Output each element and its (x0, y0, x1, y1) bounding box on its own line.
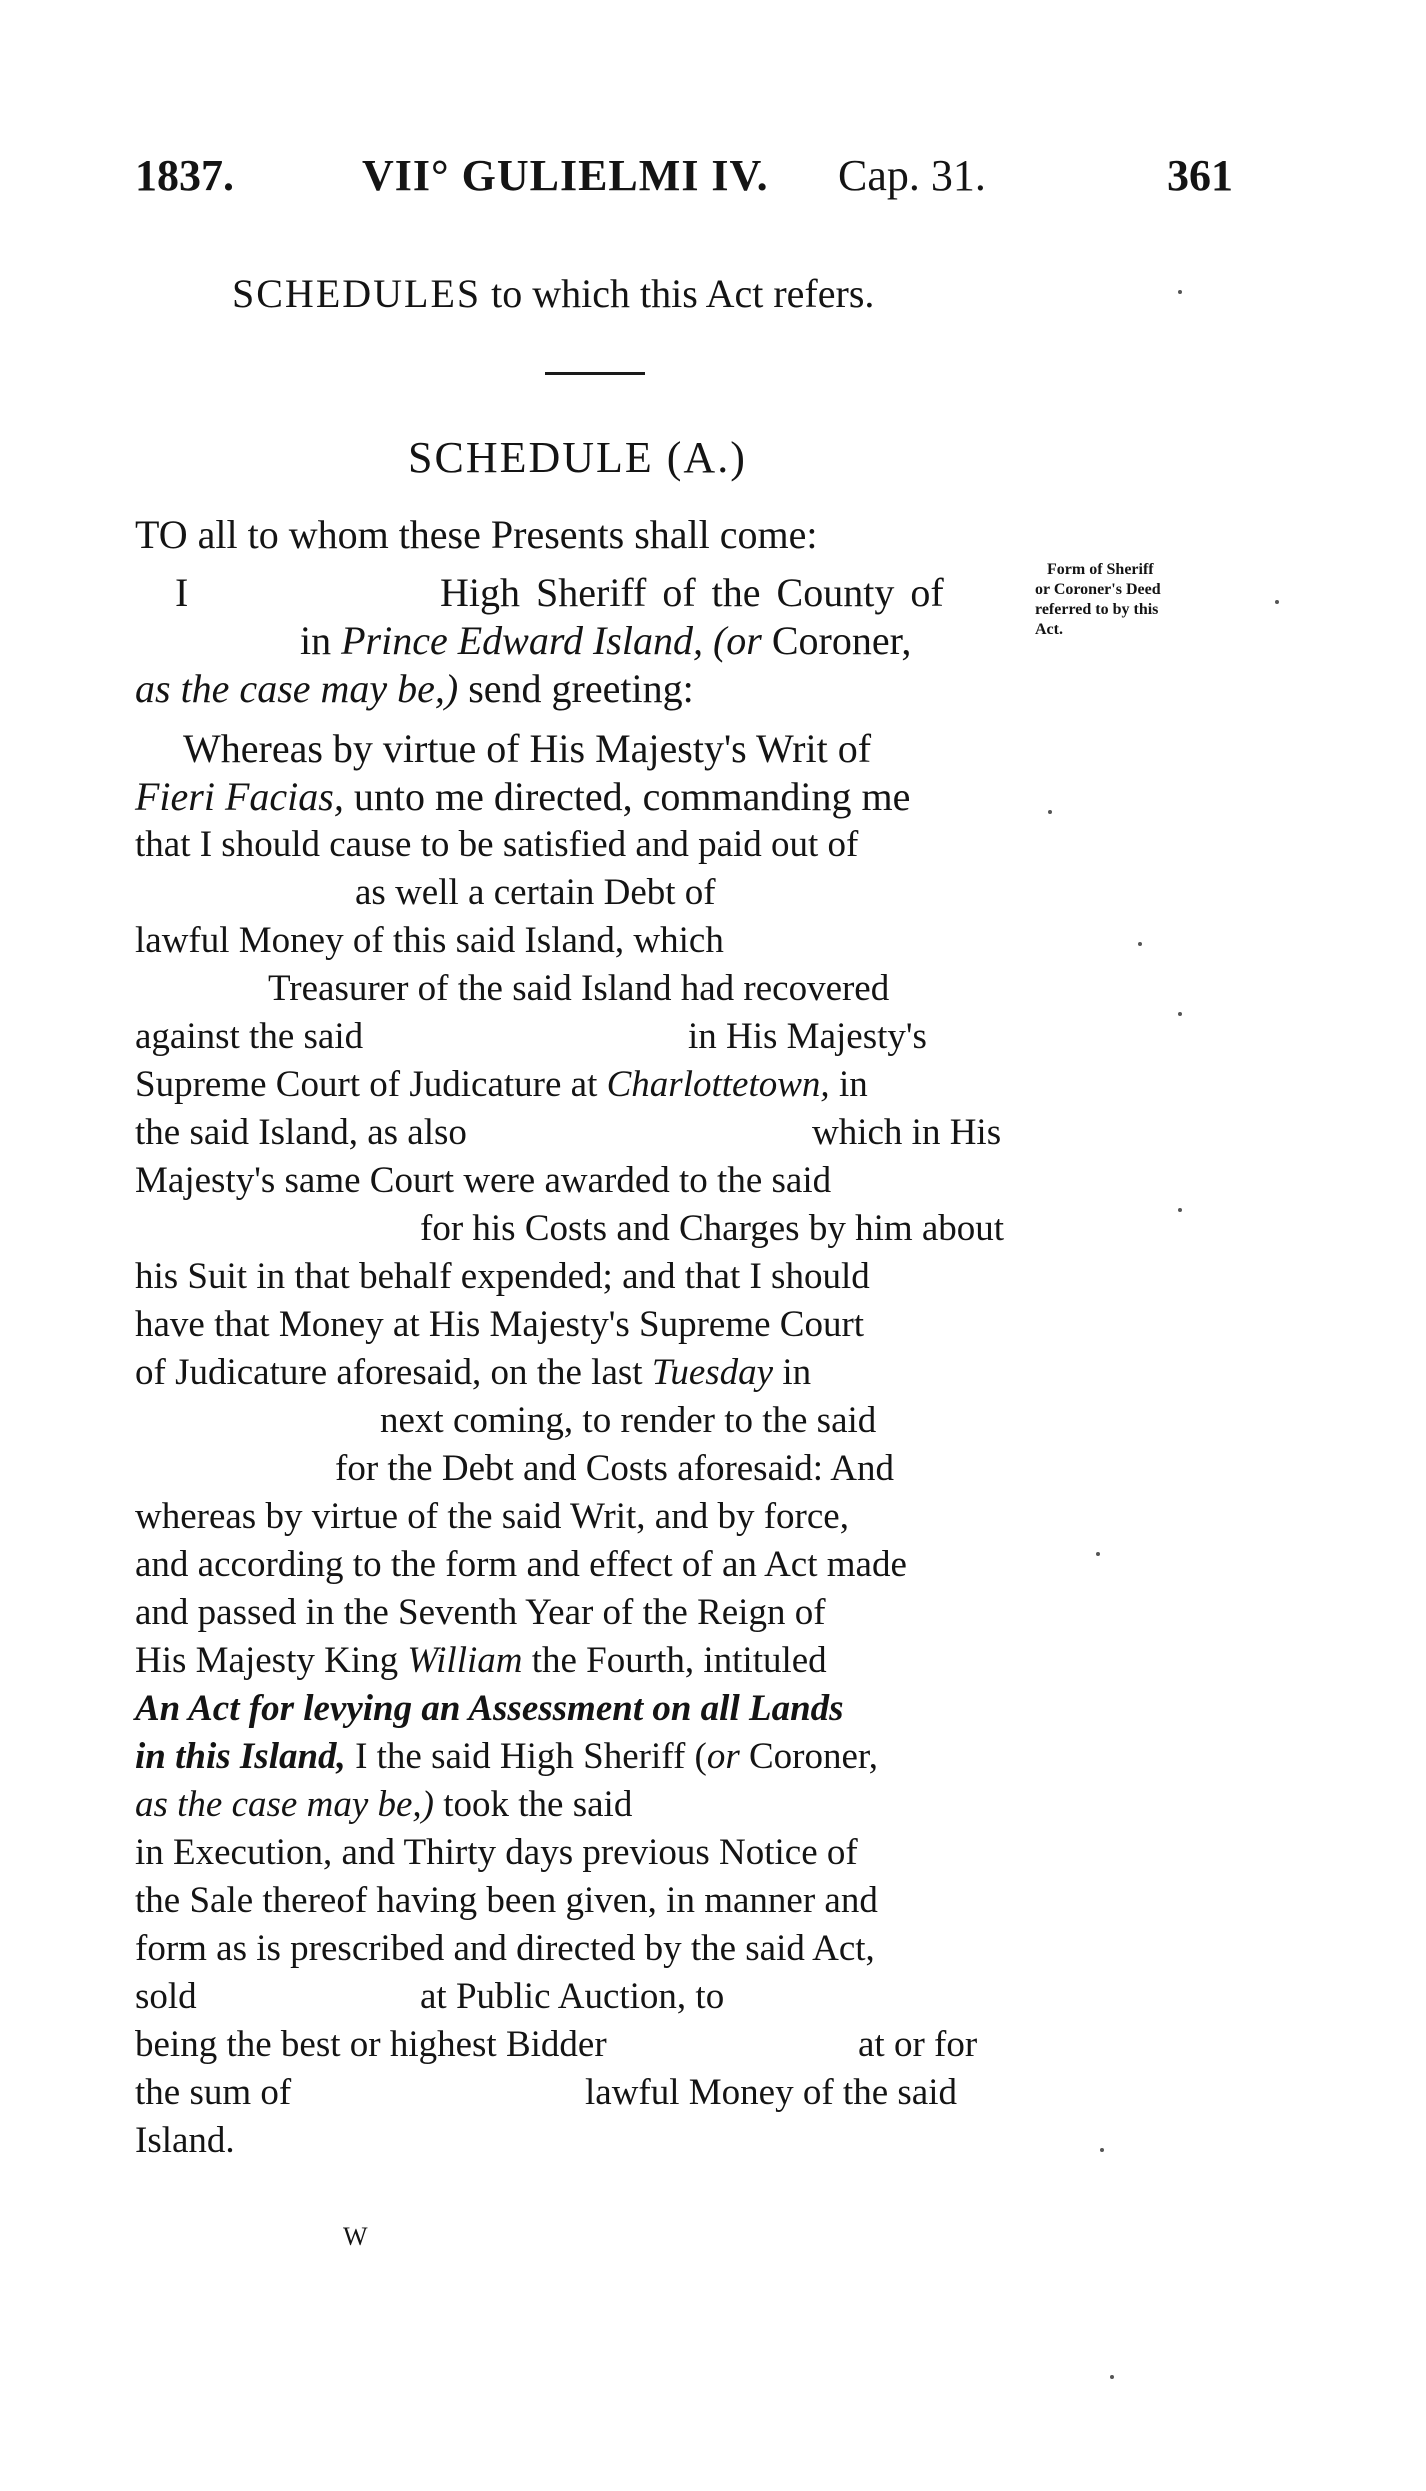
scan-speck (1096, 1552, 1100, 1556)
text-fragment: or (706, 1736, 740, 1777)
text-line: in His Majesty's (688, 1016, 927, 1057)
text-line: and according to the form and effect of an Act made (135, 1544, 907, 1585)
header-chapter: Cap. 31. (838, 151, 986, 200)
text-fragment: send greeting: (468, 666, 694, 711)
signature-mark: W (343, 2222, 368, 2251)
schedules-heading-rest: to which this Act refers. (491, 271, 875, 316)
text-line: the said Island, as also (135, 1112, 467, 1153)
king-name: William (407, 1640, 523, 1681)
day-name: Tuesday (651, 1352, 774, 1393)
place-name: Prince Edward Island, (341, 618, 703, 663)
scan-speck (1048, 810, 1052, 814)
text-fragment: in (300, 618, 332, 663)
text-line: which in His (812, 1112, 1002, 1153)
text-line: lawful Money of this said Island, which (135, 920, 724, 961)
writ-name: Fieri Facias, (135, 774, 344, 819)
scan-speck (1178, 1208, 1182, 1212)
text-line (135, 1686, 844, 1732)
text-line: and passed in the Seventh Year of the Reign of (135, 1592, 826, 1633)
text-fragment: unto me directed, commanding me (353, 774, 911, 819)
page-number: 361 (1167, 151, 1233, 200)
margin-note (1035, 560, 1245, 640)
text-fragment: Supreme Court of Judicature at (135, 1064, 598, 1105)
text-line: whereas by virtue of the said Writ, and by force, (135, 1496, 849, 1537)
text-fragment: the Fourth, intituled (531, 1640, 827, 1681)
text-fragment: of Judicature aforesaid, on the last (135, 1352, 643, 1393)
text-line: his Suit in that behalf expended; and that I should (135, 1256, 870, 1297)
text-line: at or for (858, 2024, 978, 2065)
text-fragment: His Majesty King (135, 1640, 399, 1681)
text-line: TO all to whom these Presents shall come: (135, 512, 818, 557)
act-title: An Act for levying an Assessment on all Lands (135, 1688, 844, 1729)
text-line: next coming, to render to the said (380, 1400, 877, 1441)
margin-note-line: Form of Sheriff (1047, 561, 1154, 578)
text-line: have that Money at His Majesty's Supreme Court (135, 1304, 865, 1345)
section-rule (545, 372, 645, 375)
schedule-title: SCHEDULE (A.) (408, 433, 747, 482)
text-line: Treasurer of the said Island had recovered (268, 968, 890, 1009)
text-line: in Execution, and Thirty days previous Notice of (135, 1832, 858, 1873)
text-line: for the Debt and Costs aforesaid: And (335, 1448, 894, 1489)
text-line: being the best or highest Bidder (135, 2024, 607, 2065)
text-line: the sum of (135, 2072, 292, 2113)
margin-note-line: referred to by this (1035, 601, 1159, 618)
text-fragment: as the case may be,) (135, 1784, 434, 1825)
text-line (135, 666, 694, 712)
scan-speck (1178, 1012, 1182, 1016)
text-fragment: as the case may be,) (135, 666, 459, 711)
text-line: sold (135, 1976, 197, 2017)
text-fragment: in (838, 1064, 868, 1105)
scan-speck (1178, 290, 1182, 294)
text-line: Island. (135, 2120, 235, 2161)
text-fragment: I the said High Sheriff ( (355, 1736, 707, 1777)
text-line (135, 1734, 878, 1780)
text-line: the Sale thereof having been given, in manner and (135, 1880, 878, 1921)
text-line: Whereas by virtue of His Majesty's Writ of (183, 726, 872, 771)
text-fragment: (or (712, 618, 762, 663)
text-line (300, 618, 911, 664)
text-line: form as is prescribed and directed by the said Act, (135, 1928, 875, 1969)
header-reign: VII° GULIELMI IV. (362, 151, 769, 200)
scan-speck (1100, 2148, 1104, 2152)
schedules-heading-caps: SCHEDULES (232, 271, 482, 316)
text-fragment: Coroner, (749, 1736, 879, 1777)
text-line (135, 1062, 868, 1108)
scan-speck (1275, 600, 1279, 604)
text-line: that I should cause to be satisfied and paid out of (135, 824, 859, 865)
schedules-heading (232, 270, 874, 317)
text-line (135, 1782, 632, 1828)
text-line: for his Costs and Charges by him about (420, 1208, 1005, 1249)
text-line: I (175, 570, 189, 615)
text-line: at Public Auction, to (420, 1976, 725, 2017)
scan-speck (1110, 2375, 1114, 2379)
text-line: against the said (135, 1016, 364, 1057)
margin-note-line: Act. (1035, 621, 1063, 638)
text-fragment: took the said (443, 1784, 633, 1825)
text-fragment: Coroner, (771, 618, 912, 663)
text-line (135, 774, 910, 820)
text-line: High Sheriff of the County of (440, 570, 944, 615)
text-line (135, 1350, 811, 1396)
act-title: in this Island, (135, 1736, 346, 1777)
scan-speck (1138, 942, 1142, 946)
header-year: 1837. (135, 151, 234, 200)
text-fragment: in (782, 1352, 812, 1393)
margin-note-line: or Coroner's Deed (1035, 581, 1161, 598)
text-line: Majesty's same Court were awarded to the said (135, 1160, 832, 1201)
text-line (135, 1638, 827, 1684)
text-line: lawful Money of the said (585, 2072, 957, 2113)
text-line: as well a certain Debt of (355, 872, 716, 913)
place-name: Charlottetown, (606, 1064, 830, 1105)
